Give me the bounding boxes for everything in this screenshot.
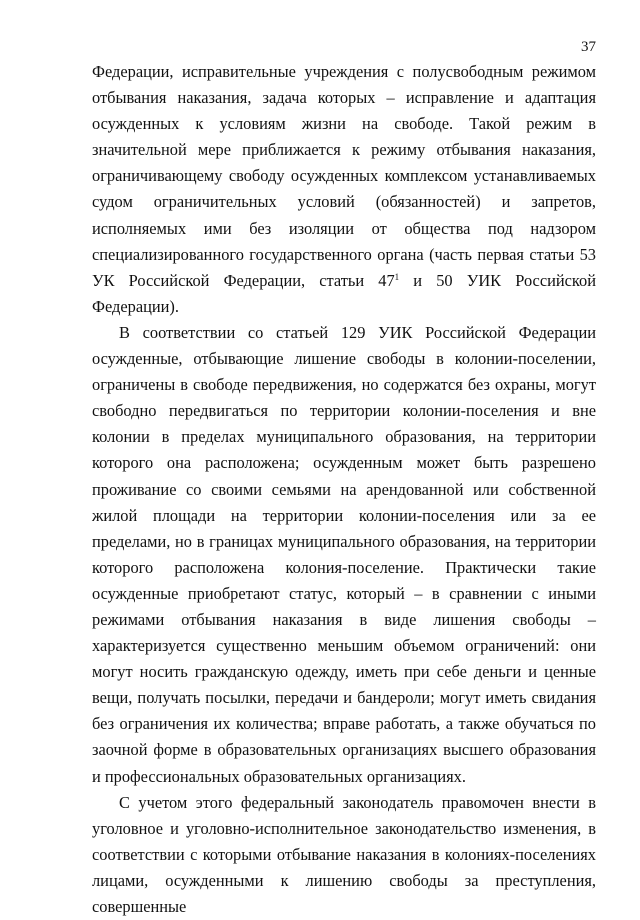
paragraph-1-text: Федерации, исправительные учреждения с полусвободным режимом отбывания наказания, задача которых – исправление и адаптация осужденных к условиям жизни на свободе. Такой режим в значительной мере приближается к режиму отбывания наказания, ограничивающему свободу осужденных комплексом устанавливаемых судом ограничительных условий (обязанностей) и запретов, исполняемых ими без изоляции от общества под надзором специализированного государственного органа (часть первая статьи 53 УК Российской Федерации, статьи 47 [92,62,596,290]
page-number: 37 [581,39,596,55]
footnote-superscript: 1 [394,271,400,282]
paragraph-2: В соответствии со статьей 129 УИК Российской Федерации осужденные, отбывающие лишение свободы в колонии-поселении, ограничены в свободе передвижения, но содержатся без охраны, могут свободно передвигаться по территории колонии-поселения и вне колонии в пределах муниципального образования, на территории которого она расположена; осужденным может быть разрешено проживание со своими семьями на арендованной или собственной жилой площади на территории колонии-поселения или за ее пределами, но в границах муниципального образования, на территории которого расположена колония-поселение. Практически такие осужденные приобретают статус, который – в сравнении с иными режимами отбывания наказания в виде лишения свободы – характеризуется существенно меньшим объемом ограничений: они могут носить гражданскую одежду, иметь при себе деньги и ценные вещи, получать посылки, передачи и бандероли; могут иметь свидания без ограничения их количества; вправе работать, а также обучаться по заочной форме в образовательных организациях высшего образования и профессиональных образовательных организациях. [92,322,596,786]
paragraph-3: С учетом этого федеральный законодатель правомочен внести в уголовное и уголовно-исполнительное законодательство изменения, в соответствии с которыми отбывание наказания в колониях-поселениях лицами, осужденными к лишению свободы за преступления, совершенные [92,792,596,916]
paragraph-1-text-continued: и 50 УИК Российской Федерации). [92,270,597,316]
paragraph-1 [92,59,596,320]
body-text [92,59,596,920]
